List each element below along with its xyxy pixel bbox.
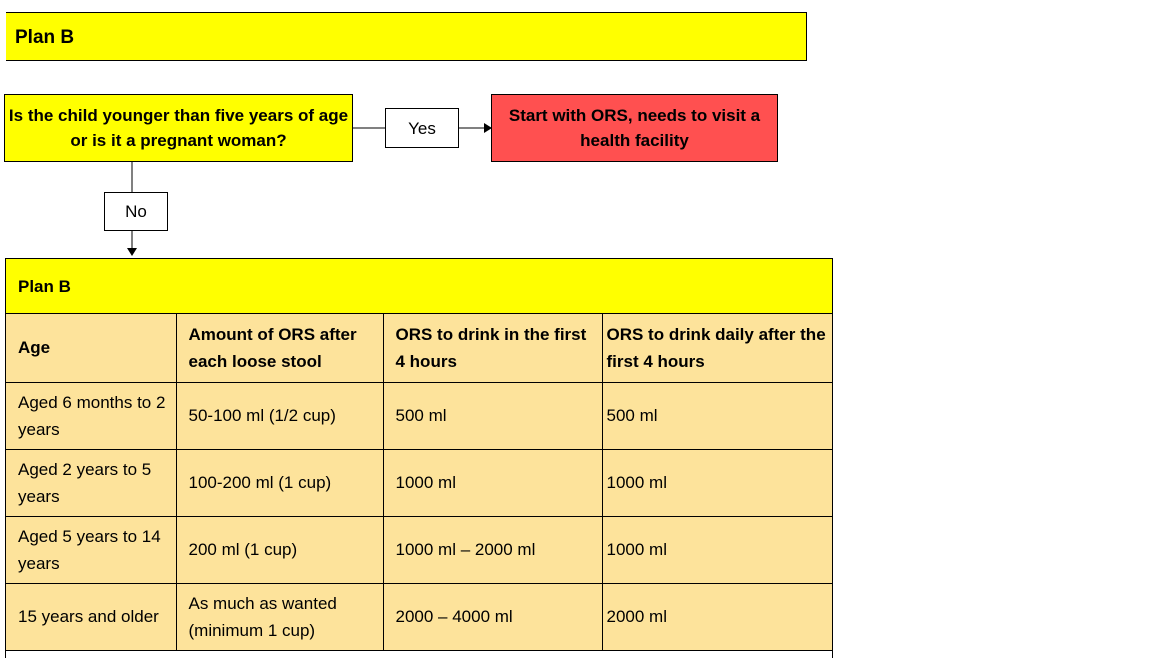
column-header-amount-after-stool: Amount of ORS after each loose stool <box>176 314 383 382</box>
table-row <box>6 583 833 650</box>
age-cell: 15 years and older <box>6 583 176 650</box>
amount-cell: 50-100 ml (1/2 cup) <box>176 382 383 449</box>
table-row <box>6 449 833 516</box>
column-header-daily-after: ORS to drink daily after the first 4 hours <box>602 314 833 382</box>
column-header-first-4-hours: ORS to drink in the first 4 hours <box>383 314 602 382</box>
ors-dosage-table <box>6 314 833 651</box>
daily-after-cell: 500 ml <box>602 382 833 449</box>
daily-after-cell: 1000 ml <box>602 449 833 516</box>
yes-result-text: Start with ORS, needs to visit a health facility <box>508 106 761 150</box>
no-label: No <box>125 202 147 221</box>
first-4-hours-cell: 2000 – 4000 ml <box>383 583 602 650</box>
daily-after-cell: 2000 ml <box>602 583 833 650</box>
table-row <box>6 382 833 449</box>
first-4-hours-cell: 500 ml <box>383 382 602 449</box>
decision-question-text: Is the child younger than five years of age or is it a pregnant woman? <box>8 106 349 150</box>
page-title: Plan B <box>6 12 807 61</box>
no-label-box <box>104 192 168 231</box>
plan-b-table <box>5 258 833 658</box>
table-title: Plan B <box>6 259 832 314</box>
age-cell: Aged 5 years to 14 years <box>6 516 176 583</box>
daily-after-cell: 1000 ml <box>602 516 833 583</box>
decision-question-box <box>4 94 353 162</box>
column-header-age: Age <box>6 314 176 382</box>
yes-label-box <box>385 108 459 148</box>
age-cell: Aged 2 years to 5 years <box>6 449 176 516</box>
first-4-hours-cell: 1000 ml – 2000 ml <box>383 516 602 583</box>
amount-cell: 100-200 ml (1 cup) <box>176 449 383 516</box>
table-header-row <box>6 314 833 382</box>
amount-cell: 200 ml (1 cup) <box>176 516 383 583</box>
yes-result-box <box>491 94 778 162</box>
table-row <box>6 516 833 583</box>
arrowhead-to-table <box>127 248 137 256</box>
first-4-hours-cell: 1000 ml <box>383 449 602 516</box>
amount-cell: As much as wanted (minimum 1 cup) <box>176 583 383 650</box>
age-cell: Aged 6 months to 2 years <box>6 382 176 449</box>
yes-label: Yes <box>408 118 436 138</box>
